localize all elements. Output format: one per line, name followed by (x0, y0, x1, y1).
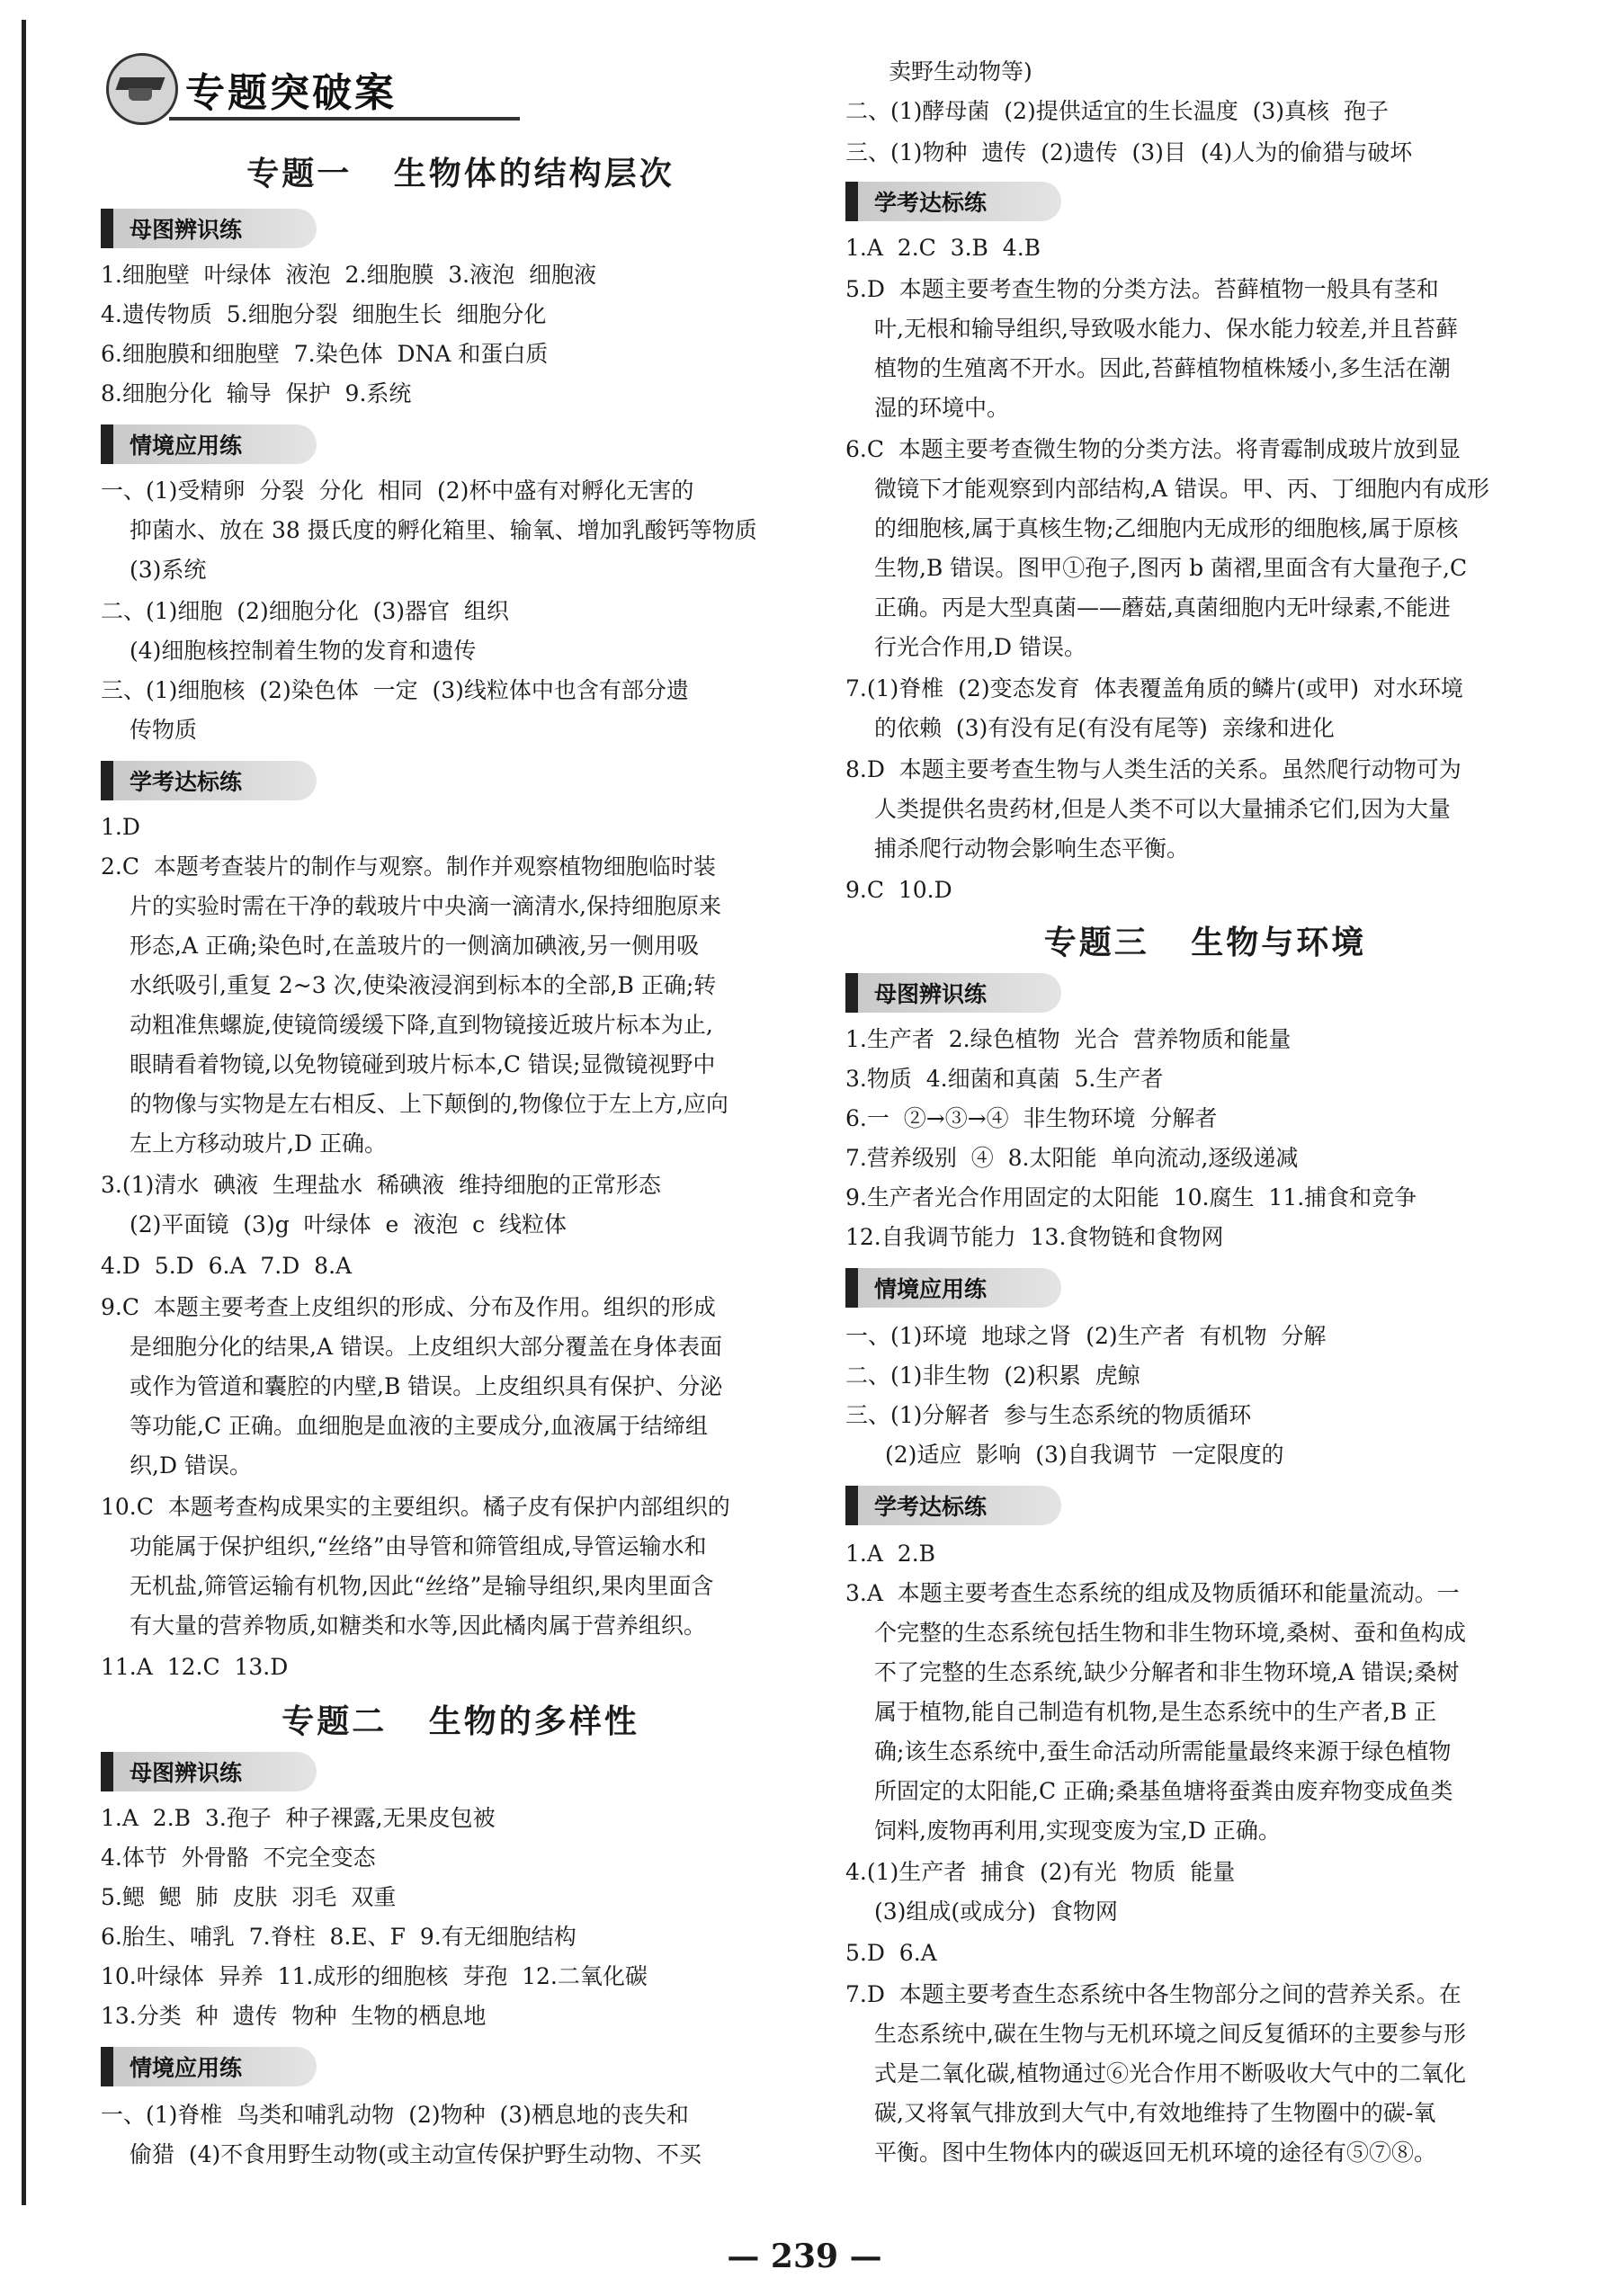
section-tab (845, 1268, 1061, 1308)
answer-line: 10.叶绿体 异养 11.成形的细胞核 芽孢 12.二氧化碳 (101, 1963, 648, 1989)
section-tab-label: 母图辨识练 (874, 981, 988, 1007)
answer-line: 微镜下才能观察到内部结构,A 错误。甲、丙、丁细胞内有成形 (874, 476, 1489, 502)
answer-line: 二、(1)细胞 (2)细胞分化 (3)器官 组织 (101, 598, 509, 624)
answer-line: 传物质 (130, 717, 198, 743)
answer-line: 碳,又将氧气排放到大气中,有效地维持了生物圈中的碳-氧 (874, 2100, 1436, 2126)
section-tab-label: 学考达标练 (874, 1494, 988, 1520)
answer-line: 3.物质 4.细菌和真菌 5.生产者 (845, 1066, 1164, 1092)
section-tab-marker (845, 1486, 858, 1525)
section-tab-marker (101, 2047, 113, 2086)
answer-line: 水纸吸引,重复 2~3 次,使染液浸润到标本的全部,B 正确;转 (130, 972, 717, 998)
answer-line: 的物像与实物是左右相反、上下颠倒的,物像位于左上方,应向 (130, 1091, 729, 1117)
section-tab (101, 761, 317, 800)
topic-title: 专题二 生物的多样性 (282, 1703, 639, 1740)
section-tab-label: 学考达标练 (874, 190, 988, 216)
section-tab (101, 1752, 317, 1791)
answer-line: (3)系统 (130, 557, 207, 583)
page-header-title: 专题突破案 (185, 70, 397, 116)
graduation-cap-icon (106, 53, 178, 125)
answer-line: 所固定的太阳能,C 正确;桑基鱼塘将蚕粪由废弃物变成鱼类 (874, 1778, 1453, 1804)
answer-line: 1.A 2.B 3.孢子 种子裸露,无果皮包被 (101, 1805, 496, 1831)
section-tab-marker (101, 424, 113, 464)
section-tab-marker (845, 182, 858, 221)
header-underline (169, 117, 520, 121)
answer-line: 7.D 本题主要考查生态系统中各生物部分之间的营养关系。在 (845, 1981, 1462, 2007)
section-tab-marker (101, 761, 113, 800)
answer-line: 3.A 本题主要考查生态系统的组成及物质循环和能量流动。一 (845, 1580, 1460, 1606)
answer-line: 三、(1)分解者 参与生态系统的物质循环 (845, 1402, 1252, 1428)
answer-line: 正确。丙是大型真菌——蘑菇,真菌细胞内无叶绿素,不能进 (874, 594, 1451, 621)
section-tab-label: 情境应用练 (874, 1276, 988, 1302)
section-tab (845, 182, 1061, 221)
section-tab-label: 母图辨识练 (130, 1760, 243, 1786)
answer-line: 人类提供名贵药材,但是人类不可以大量捕杀它们,因为大量 (874, 796, 1451, 822)
answer-line: 1.A 2.C 3.B 4.B (845, 235, 1041, 261)
answer-line: 个完整的生态系统包括生物和非生物环境,桑树、蚕和鱼构成 (874, 1620, 1466, 1646)
answer-line: 1.细胞壁 叶绿体 液泡 2.细胞膜 3.液泡 细胞液 (101, 262, 597, 288)
answer-line: (4)细胞核控制着生物的发育和遗传 (130, 638, 477, 664)
answer-line: 不了完整的生态系统,缺少分解者和非生物环境,A 错误;桑树 (874, 1659, 1460, 1685)
answer-line: 生物,B 错误。图甲①孢子,图丙 b 菌褶,里面含有大量孢子,C (874, 555, 1468, 581)
answer-line: 三、(1)物种 遗传 (2)遗传 (3)目 (4)人为的偷猎与破坏 (845, 139, 1413, 165)
topic-title: 专题一 生物体的结构层次 (246, 156, 675, 192)
answer-line: 偷猎 (4)不食用野生动物(或主动宣传保护野生动物、不买 (130, 2141, 702, 2167)
answer-line: 一、(1)脊椎 鸟类和哺乳动物 (2)物种 (3)栖息地的丧失和 (101, 2102, 689, 2128)
answer-line: 7.(1)脊椎 (2)变态发育 体表覆盖角质的鳞片(或甲) 对水环境 (845, 675, 1463, 701)
answer-line: 7.营养级别 ④ 8.太阳能 单向流动,逐级递减 (845, 1145, 1299, 1171)
answer-line: 2.C 本题考查装片的制作与观察。制作并观察植物细胞临时装 (101, 853, 716, 880)
answer-line: 织,D 错误。 (130, 1452, 252, 1479)
answer-line: 一、(1)环境 地球之肾 (2)生产者 有机物 分解 (845, 1323, 1327, 1349)
answer-line: 的依赖 (3)有没有足(有没有尾等) 亲缘和进化 (874, 715, 1335, 741)
answer-line: 捕杀爬行动物会影响生态平衡。 (874, 835, 1190, 862)
answer-line: 11.A 12.C 13.D (101, 1654, 289, 1680)
answer-line: 二、(1)非生物 (2)积累 虎鲸 (845, 1362, 1140, 1389)
answer-line: 片的实验时需在干净的载玻片中央滴一滴清水,保持细胞原来 (130, 893, 721, 919)
answer-line: 5.D 6.A (845, 1940, 937, 1966)
answer-line: 等功能,C 正确。血细胞是血液的主要成分,血液属于结缔组 (130, 1413, 708, 1439)
answer-line: 12.自我调节能力 13.食物链和食物网 (845, 1224, 1224, 1250)
answer-line: 形态,A 正确;染色时,在盖玻片的一侧滴加碘液,另一侧用吸 (130, 933, 700, 959)
answer-line: 属于植物,能自己制造有机物,是生态系统中的生产者,B 正 (874, 1699, 1437, 1725)
answer-line: 生态系统中,碳在生物与无机环境之间反复循环的主要参与形 (874, 2021, 1466, 2047)
section-tab-label: 母图辨识练 (130, 217, 243, 243)
answer-line: 6.C 本题主要考查微生物的分类方法。将青霉制成玻片放到显 (845, 436, 1461, 462)
answer-line: 左上方移动玻片,D 正确。 (130, 1130, 387, 1157)
answer-line: 6.胎生、哺乳 7.脊柱 8.E、F 9.有无细胞结构 (101, 1924, 577, 1950)
answer-line: 9.C 本题主要考查上皮组织的形成、分布及作用。组织的形成 (101, 1294, 716, 1320)
section-tab-marker (101, 209, 113, 248)
answer-line: 动粗准焦螺旋,使镜筒缓缓下降,直到物镜接近玻片标本为止, (130, 1012, 713, 1038)
section-tab (101, 2047, 317, 2086)
answer-line: 饲料,废物再利用,实现变废为宝,D 正确。 (874, 1818, 1281, 1844)
answer-line: 1.生产者 2.绿色植物 光合 营养物质和能量 (845, 1026, 1292, 1052)
page-header (106, 54, 412, 124)
section-tab (845, 973, 1061, 1013)
topic-title: 专题三 生物与环境 (1043, 925, 1367, 961)
answer-line: (2)平面镜 (3)g 叶绿体 e 液泡 c 线粒体 (130, 1211, 567, 1237)
page-number: — 239 — (727, 2238, 882, 2275)
answer-line: 式是二氧化碳,植物通过⑥光合作用不断吸收大气中的二氧化 (874, 2060, 1466, 2086)
answer-line: 4.(1)生产者 捕食 (2)有光 物质 能量 (845, 1859, 1236, 1885)
answer-line: 1.D (101, 814, 140, 840)
answer-line: 无机盐,筛管运输有机物,因此“丝络”是输导组织,果肉里面含 (130, 1573, 714, 1599)
answer-line: 6.一 ②→③→④ 非生物环境 分解者 (845, 1105, 1218, 1131)
answer-line: 三、(1)细胞核 (2)染色体 一定 (3)线粒体中也含有部分遗 (101, 677, 689, 703)
answer-line: 4.体节 外骨骼 不完全变态 (101, 1845, 376, 1871)
page-edge-line (22, 20, 26, 2205)
answer-line: 二、(1)酵母菌 (2)提供适宜的生长温度 (3)真核 孢子 (845, 98, 1389, 124)
answer-line: 9.C 10.D (845, 877, 952, 903)
answer-line: 一、(1)受精卵 分裂 分化 相同 (2)杯中盛有对孵化无害的 (101, 478, 694, 504)
answer-line: 功能属于保护组织,“丝络”由导管和筛管组成,导管运输水和 (130, 1533, 707, 1559)
answer-line: 卖野生动物等) (889, 58, 1032, 85)
answer-line: 或作为管道和囊腔的内壁,B 错误。上皮组织具有保护、分泌 (130, 1373, 723, 1399)
section-tab-marker (101, 1752, 113, 1791)
answer-line: 3.(1)清水 碘液 生理盐水 稀碘液 维持细胞的正常形态 (101, 1172, 661, 1198)
answer-line: 抑菌水、放在 38 摄氏度的孵化箱里、输氧、增加乳酸钙等物质 (130, 517, 757, 543)
answer-line: 4.遗传物质 5.细胞分裂 细胞生长 细胞分化 (101, 301, 547, 327)
answer-line: 1.A 2.B (845, 1541, 936, 1567)
answer-line: 湿的环境中。 (874, 395, 1010, 421)
section-tab-marker (845, 973, 858, 1013)
answer-line: 的细胞核,属于真核生物;乙细胞内无成形的细胞核,属于原核 (874, 515, 1459, 541)
answer-line: 4.D 5.D 6.A 7.D 8.A (101, 1253, 353, 1279)
section-tab-label: 情境应用练 (130, 2055, 243, 2081)
section-tab-marker (845, 1268, 858, 1308)
answer-line: 5.鳃 鳃 肺 皮肤 羽毛 双重 (101, 1884, 397, 1910)
section-tab-label: 学考达标练 (130, 769, 243, 795)
answer-line: 植物的生殖离不开水。因此,苔藓植物植株矮小,多生活在潮 (874, 355, 1451, 381)
answer-line: 眼睛看着物镜,以免物镜碰到玻片标本,C 错误;显微镜视野中 (130, 1051, 716, 1077)
answer-line: 10.C 本题考查构成果实的主要组织。橘子皮有保护内部组织的 (101, 1494, 730, 1520)
answer-line: (2)适应 影响 (3)自我调节 一定限度的 (885, 1442, 1284, 1468)
answer-line: 确;该生态系统中,蚕生命活动所需能量最终来源于绿色植物 (874, 1738, 1452, 1764)
answer-line: 13.分类 种 遗传 物种 生物的栖息地 (101, 2003, 487, 2029)
answer-line: 有大量的营养物质,如糖类和水等,因此橘肉属于营养组织。 (130, 1613, 706, 1639)
section-tab (101, 424, 317, 464)
answer-line: 是细胞分化的结果,A 错误。上皮组织大部分覆盖在身体表面 (130, 1334, 722, 1360)
answer-line: 行光合作用,D 错误。 (874, 634, 1086, 660)
answer-line: (3)组成(或成分) 食物网 (874, 1898, 1118, 1925)
answer-line: 8.细胞分化 输导 保护 9.系统 (101, 380, 412, 406)
answer-line: 叶,无根和输导组织,导致吸水能力、保水能力较差,并且苔藓 (874, 316, 1458, 342)
section-tab (845, 1486, 1061, 1525)
answer-line: 9.生产者光合作用固定的太阳能 10.腐生 11.捕食和竞争 (845, 1184, 1417, 1211)
section-tab (101, 209, 317, 248)
section-tab-label: 情境应用练 (130, 433, 243, 459)
answer-line: 平衡。图中生物体内的碳返回无机环境的途径有⑤⑦⑧。 (874, 2140, 1437, 2166)
answer-line: 6.细胞膜和细胞壁 7.染色体 DNA 和蛋白质 (101, 341, 549, 367)
answer-line: 8.D 本题主要考查生物与人类生活的关系。虽然爬行动物可为 (845, 756, 1462, 782)
answer-line: 5.D 本题主要考查生物的分类方法。苔藓植物一般具有茎和 (845, 276, 1439, 302)
